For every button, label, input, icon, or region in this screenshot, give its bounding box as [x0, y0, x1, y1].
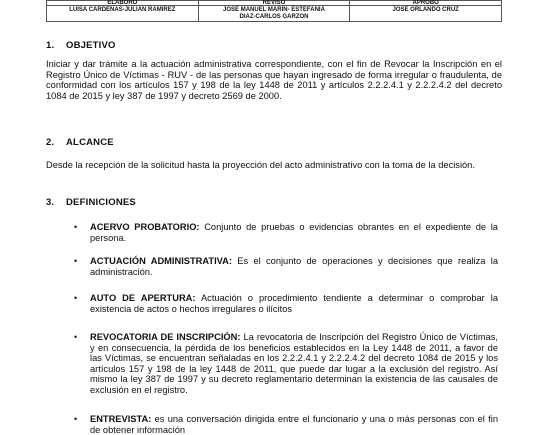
signature-table	[46, 0, 502, 22]
definition-term: ACTUACIÓN ADMINISTRATIVA:	[90, 256, 232, 266]
definition-text: Conjunto de pruebas o evidencias obrantes en el expediente de la persona.	[90, 222, 498, 243]
section-alcance-title: ALCANCE	[66, 137, 114, 148]
definitions-list	[46, 222, 502, 243]
header-elaboro: ELABORÓ	[47, 1, 199, 6]
bullet-icon: •	[74, 293, 78, 303]
section-objetivo	[46, 40, 502, 51]
definition-term: REVOCATORIA DE INSCRIPCIÓN:	[90, 332, 241, 342]
section-objetivo-heading	[46, 40, 502, 51]
section-alcance-number: 2.	[46, 137, 55, 148]
reviso-names	[198, 6, 350, 22]
definition-item-auto-apertura	[46, 293, 502, 314]
definition-text: Es el conjunto de operaciones y decisiones que realiza la administración.	[90, 256, 498, 277]
elaboro-names	[47, 6, 199, 22]
definition-term: AUTO DE APERTURA:	[90, 293, 196, 303]
bullet-icon: •	[74, 222, 78, 232]
definitions-list-5	[46, 414, 502, 435]
section-objetivo-title: OBJETIVO	[66, 40, 116, 51]
reviso-name-line-2: DIAZ-CARLOS GARZON	[239, 14, 309, 20]
definition-item-revocatoria	[46, 332, 502, 396]
header-reviso: REVISÓ	[198, 1, 350, 6]
elaboro-name-line: LUISA CARDENAS-JULIAN RAMIREZ	[69, 7, 176, 13]
bullet-icon: •	[74, 256, 78, 266]
section-definiciones	[46, 197, 502, 208]
section-objetivo-text: Iniciar y dar trámite a la actuación administrativa correspondiente, con el fin de Revocar la Inscripción en el Registro Único de Víctimas - RUV - de las personas que hayan ingresado de forma irregular o fraudulenta, de conformidad con los artículos 157 y 198 de la ley 1448 de 2011 y artículos 2.2.2.4.1 y 2.2.2.4.2 del decreto 1084 de 2015 y ley 387 de 1997 y decreto 2569 de 2000.	[46, 59, 502, 101]
section-objetivo-number: 1.	[46, 40, 55, 51]
section-alcance	[46, 137, 502, 148]
section-alcance-text: Desde la recepción de la solicitud hasta la proyección del acto administrativo con la toma de la decisión.	[46, 160, 475, 170]
bullet-icon: •	[74, 332, 78, 342]
reviso-name-line-1: JOSE MANUEL MARIN- ESTEFANIA	[223, 7, 325, 13]
section-definiciones-title: DEFINICIONES	[66, 197, 136, 208]
definition-item-acervo	[46, 222, 502, 243]
definition-term: ACERVO PROBATORIO:	[90, 222, 200, 232]
section-definiciones-heading	[46, 197, 502, 208]
signature-table-names-row	[47, 6, 502, 22]
definition-text: es una conversación dirigida entre el funcionario y una o más personas con el fin de obtener información	[90, 414, 498, 435]
header-aprobo: APROBÓ	[350, 1, 502, 6]
definitions-list-4	[46, 332, 502, 396]
definition-term: ENTREVISTA:	[90, 414, 152, 424]
definitions-list-2	[46, 256, 502, 277]
section-alcance-heading	[46, 137, 502, 148]
aprobo-names	[350, 6, 502, 22]
aprobo-name-line: JOSE ORLANDO CRUZ	[392, 7, 459, 13]
definition-item-actuacion	[46, 256, 502, 277]
section-definiciones-number: 3.	[46, 197, 55, 208]
definition-item-entrevista	[46, 414, 502, 435]
definition-text: La revocatoria de Inscripción del Registro Único de Víctimas, y en consecuencia, la pérdida de los beneficios establecidos en la Ley 1448 de 2011, a favor de las Víctimas, se encuentran señaladas en los 2.2.2.4.1 y 2.2.2.4.2 del decreto 1084 de 2015 y los artículos 157 y 198 de la ley 1448 de 2011, que puede dar lugar a la exclusión del registro. Así mismo la ley 387 de 1997 y su decreto reglamentario determinan la existencia de las causales de exclusión en el registro.	[90, 332, 498, 395]
definitions-list-3	[46, 293, 502, 314]
bullet-icon: •	[74, 414, 78, 424]
signature-table-header-row	[47, 1, 502, 6]
definition-text: Actuación o procedimiento tendiente a determinar o comprobar la existencia de actos o hechos irregulares o ilícitos	[90, 293, 499, 314]
